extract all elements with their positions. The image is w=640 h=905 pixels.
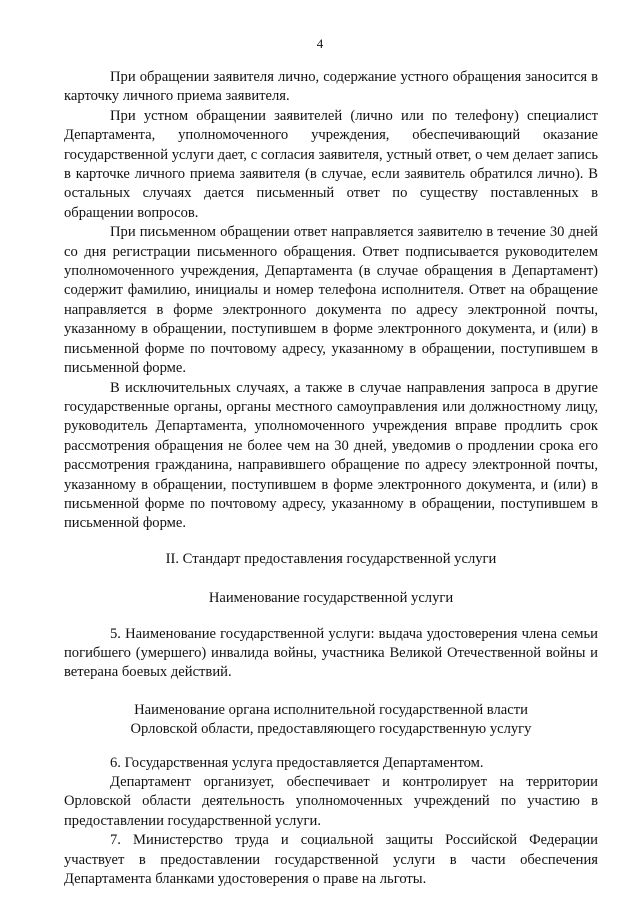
page-content — [64, 68, 598, 889]
subheading-service-name: Наименование государственной услуги — [208, 590, 454, 607]
paragraph-7: 7. Министерство труда и социальной защиты Российской Федерации участвует в предоставлении государственной услуги в части обеспечения Департамента бланками удостоверения о праве на льготы. — [64, 832, 598, 888]
page-number: 4 — [316, 36, 324, 51]
paragraph-5: 5. Наименование государственной услуги: выдача удостоверения члена семьи погибшего (умершего) инвалида войны, участника Великой Отечественной войны и ветерана боевых действий. — [64, 625, 598, 681]
section-heading: II. Стандарт предоставления государственной услуги — [165, 550, 497, 567]
subheading-authority-line2: Орловской области, предоставляющего государственную услугу — [130, 721, 532, 738]
subheading-authority — [64, 701, 598, 740]
subheading-authority-line1: Наименование органа исполнительной государственной власти — [134, 701, 528, 718]
paragraph-written-appeal: При письменном обращении ответ направляется заявителю в течение 30 дней со дня регистрации письменного обращения. Ответ подписывается руководителем уполномоченного учреждения, Департамента (в случае обращения в Департамент) содержит фамилию, инициалы и номер телефона исполнителя. Ответ на обращение направляется в форме электронного документа по адресу электронной почты, указанному в обращении, поступившем в форме электронного документа, и (или) в письменной форме по почтовому адресу, указанному в обращении, поступившем в письменной форме. — [64, 224, 598, 377]
paragraph-oral-appeal: При устном обращении заявителей (лично или по телефону) специалист Департамента, уполномоченного учреждения, обеспечивающий оказание государственной услуги дает, с согласия заявителя, устный ответ, о чем делает запись в карточке личного приема заявителя (в случае, если заявитель обратился лично). В остальных случаях дается письменный ответ по существу поставленных в обращении вопросов. — [64, 107, 598, 221]
paragraph-department-organizes: Департамент организует, обеспечивает и контролирует на территории Орловской области деятельность уполномоченных учреждений по участию в предоставлении государственной услуги. — [64, 774, 598, 829]
paragraph-exceptional-cases: В исключительных случаях, а также в случае направления запроса в другие государственные органы, органы местного самоуправления или должностному лицу, руководитель Департамента, уполномоченного учреждения вправе продлить срок рассмотрения обращения не более чем на 30 дней, уведомив о продлении срока его рассмотрения гражданина, направившего обращение по адресу электронной почты, указанному в обращении, поступившем в форме электронного документа, и (или) в письменной форме по почтовому адресу, указанному в обращении, поступившем в письменной форме. — [64, 379, 598, 532]
paragraph-personal-appeal: При обращении заявителя лично, содержание устного обращения заносится в карточку личного приема заявителя. — [64, 69, 598, 105]
paragraph-6: 6. Государственная услуга предоставляется Департаментом. — [110, 754, 484, 771]
